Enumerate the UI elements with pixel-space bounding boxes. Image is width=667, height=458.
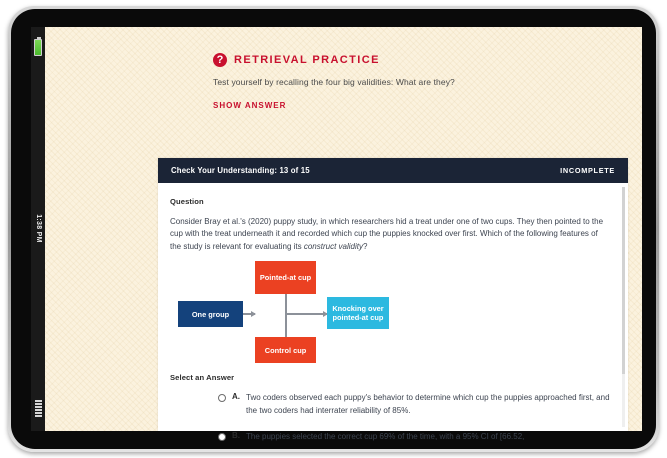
battery-charging-icon <box>34 39 42 56</box>
question-text-tail: ? <box>363 241 368 251</box>
retrieval-practice-heading <box>213 53 642 67</box>
retrieval-practice-block <box>45 53 642 113</box>
diagram-box-one-group: One group <box>178 301 243 327</box>
diagram-box-pointed-at-cup: Pointed-at cup <box>255 261 316 294</box>
tablet-device-frame <box>8 6 659 452</box>
radio-icon[interactable] <box>218 394 226 402</box>
answer-option-b[interactable] <box>218 431 610 443</box>
select-an-answer-label: Select an Answer <box>170 373 235 383</box>
question-mark-circle-icon: ? <box>213 53 227 67</box>
check-your-understanding-card <box>158 158 628 441</box>
question-text-emphasis: construct validity <box>303 241 363 251</box>
check-your-understanding-header <box>158 158 628 183</box>
diagram-connector-vertical <box>285 294 287 337</box>
cyu-header-title: Check Your Understanding: 13 of 15 <box>171 166 310 175</box>
card-scrollbar-thumb[interactable] <box>622 187 625 374</box>
diagram-box-control-cup: Control cup <box>255 337 316 363</box>
check-your-understanding-body <box>158 183 628 441</box>
status-time: 1:38 PM <box>34 213 42 243</box>
diagram-box-knocking-over: Knocking over pointed-at cup <box>327 297 389 329</box>
question-text-main: Consider Bray et al.'s (2020) puppy study, in which researchers hid a treat under one of two cups. They then pointed to the cup with the treat underneath it and recorded which cup the puppies knocked over first. Which of the following features of the study is relevant for evaluating its <box>170 217 604 251</box>
question-label: Question <box>170 197 204 206</box>
tablet-bezel <box>11 9 656 449</box>
answer-option-a[interactable] <box>218 392 610 417</box>
radio-icon[interactable] <box>218 433 226 441</box>
study-design-diagram <box>170 261 450 371</box>
signal-bars-icon <box>35 400 42 417</box>
page-content <box>45 27 642 441</box>
retrieval-practice-title: RETRIEVAL PRACTICE <box>234 54 380 66</box>
answer-text: Two coders observed each puppy's behavior to determine which cup the puppies approached first, and the two coders had interrater reliability of 85%. <box>246 393 610 415</box>
answer-text: The puppies selected the correct cup 69% of the time, with a 95% CI of [66.52, <box>246 431 525 441</box>
diagram-arrow-group-to-conditions <box>243 313 255 315</box>
tablet-screen <box>31 27 642 441</box>
card-scrollbar[interactable] <box>622 187 625 427</box>
answer-letter: A. <box>232 392 240 402</box>
show-answer-button[interactable]: SHOW ANSWER <box>213 101 287 110</box>
status-badge: INCOMPLETE <box>560 166 615 175</box>
retrieval-practice-prompt: Test yourself by recalling the four big validities: What are they? <box>213 77 455 87</box>
diagram-arrow-conditions-to-outcome <box>312 313 327 315</box>
answer-list <box>170 392 610 443</box>
answer-letter: B. <box>232 430 240 440</box>
status-bar <box>31 27 45 431</box>
question-text <box>170 216 610 253</box>
answers-section <box>170 373 610 443</box>
